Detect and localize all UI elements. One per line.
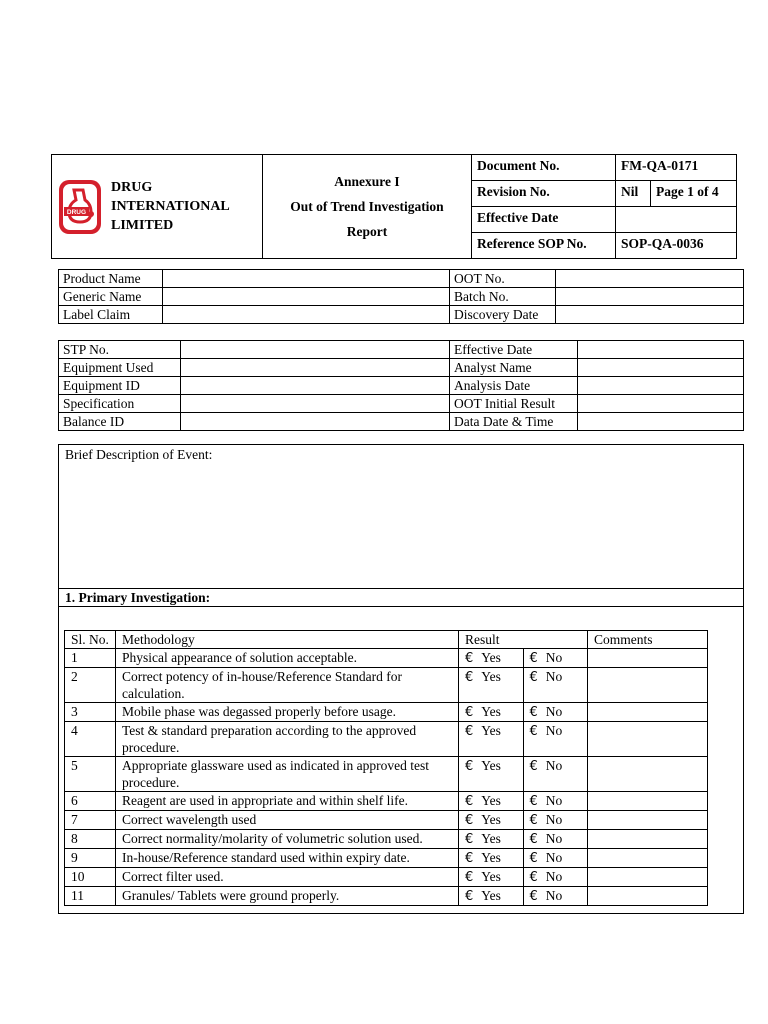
product-info-value-right[interactable] bbox=[556, 270, 744, 288]
product-info-value-left[interactable] bbox=[163, 306, 450, 324]
methodology-text: Appropriate glassware used as indicated in approved test procedure. bbox=[116, 757, 459, 792]
yes-option[interactable] bbox=[459, 830, 524, 849]
test-info-row bbox=[59, 341, 744, 359]
test-info-value-left[interactable] bbox=[181, 341, 450, 359]
no-label: No bbox=[545, 723, 563, 738]
yes-checkbox-icon[interactable]: € bbox=[465, 889, 474, 904]
yes-checkbox-icon[interactable]: € bbox=[465, 651, 474, 666]
comments-cell[interactable] bbox=[588, 830, 708, 849]
yes-label: Yes bbox=[481, 888, 501, 903]
no-label: No bbox=[545, 758, 563, 773]
reference-sop-label: Reference SOP No. bbox=[472, 233, 616, 259]
yes-label: Yes bbox=[481, 850, 501, 865]
no-label: No bbox=[545, 888, 563, 903]
product-info-label-right: Batch No. bbox=[450, 288, 556, 306]
brief-description-field[interactable] bbox=[59, 445, 744, 589]
test-info-value-left[interactable] bbox=[181, 413, 450, 431]
sl-no: 11 bbox=[65, 887, 116, 906]
no-checkbox-icon[interactable]: € bbox=[529, 813, 538, 828]
yes-checkbox-icon[interactable]: € bbox=[465, 813, 474, 828]
test-info-value-right[interactable] bbox=[578, 413, 744, 431]
revision-no-label: Revision No. bbox=[472, 181, 616, 207]
primary-investigation-table bbox=[64, 630, 708, 906]
no-label: No bbox=[545, 650, 563, 665]
product-info-value-right[interactable] bbox=[556, 306, 744, 324]
sl-no: 5 bbox=[65, 757, 116, 792]
test-info-label-right: Data Date & Time bbox=[450, 413, 578, 431]
test-info-label-right: Effective Date bbox=[450, 341, 578, 359]
yes-checkbox-icon[interactable]: € bbox=[465, 670, 474, 685]
test-info-value-right[interactable] bbox=[578, 377, 744, 395]
title-line-1: Annexure I bbox=[334, 174, 400, 189]
title-line-3: Report bbox=[346, 224, 388, 239]
test-info-label-right: Analysis Date bbox=[450, 377, 578, 395]
no-label: No bbox=[545, 850, 563, 865]
result-header: Result bbox=[459, 631, 588, 649]
test-info-row bbox=[59, 395, 744, 413]
company-name-line-3: LIMITED bbox=[111, 218, 174, 233]
comments-cell[interactable] bbox=[588, 868, 708, 887]
yes-label: Yes bbox=[481, 812, 501, 827]
test-info-label-left: Equipment Used bbox=[59, 359, 181, 377]
product-info-label-left: Generic Name bbox=[59, 288, 163, 306]
product-info-label-left: Product Name bbox=[59, 270, 163, 288]
yes-checkbox-icon[interactable]: € bbox=[465, 724, 474, 739]
test-info-value-right[interactable] bbox=[578, 395, 744, 413]
title-line-2: Out of Trend Investigation bbox=[290, 199, 444, 214]
no-checkbox-icon[interactable]: € bbox=[529, 705, 538, 720]
yes-label: Yes bbox=[481, 758, 501, 773]
sl-no: 3 bbox=[65, 703, 116, 722]
no-option[interactable] bbox=[523, 830, 588, 849]
investigation-row bbox=[65, 868, 708, 887]
yes-option[interactable] bbox=[459, 792, 524, 811]
test-info-value-left[interactable] bbox=[181, 377, 450, 395]
yes-label: Yes bbox=[481, 869, 501, 884]
sl-no-header: Sl. No. bbox=[65, 631, 116, 649]
comments-cell[interactable] bbox=[588, 649, 708, 668]
yes-option[interactable] bbox=[459, 649, 524, 668]
methodology-text: Mobile phase was degassed properly before usage. bbox=[116, 703, 459, 722]
yes-checkbox-icon[interactable]: € bbox=[465, 794, 474, 809]
methodology-header: Methodology bbox=[116, 631, 459, 649]
yes-option[interactable] bbox=[459, 868, 524, 887]
test-info-label-right: Analyst Name bbox=[450, 359, 578, 377]
investigation-row bbox=[65, 830, 708, 849]
company-name-line-1: DRUG bbox=[111, 180, 153, 195]
methodology-text: Test & standard preparation according to the approved procedure. bbox=[116, 722, 459, 757]
test-info-value-left[interactable] bbox=[181, 359, 450, 377]
sl-no: 10 bbox=[65, 868, 116, 887]
test-info-value-left[interactable] bbox=[181, 395, 450, 413]
sl-no: 9 bbox=[65, 849, 116, 868]
sl-no: 2 bbox=[65, 668, 116, 703]
no-checkbox-icon[interactable]: € bbox=[529, 832, 538, 847]
no-checkbox-icon[interactable]: € bbox=[529, 851, 538, 866]
test-info-label-left: Equipment ID bbox=[59, 377, 181, 395]
document-no-value: FM-QA-0171 bbox=[616, 155, 737, 181]
comments-cell[interactable] bbox=[588, 792, 708, 811]
comments-cell[interactable] bbox=[588, 703, 708, 722]
investigation-row bbox=[65, 668, 708, 703]
yes-label: Yes bbox=[481, 831, 501, 846]
no-option[interactable] bbox=[523, 668, 588, 703]
test-info-row bbox=[59, 359, 744, 377]
yes-checkbox-icon[interactable]: € bbox=[465, 832, 474, 847]
document-no-label: Document No. bbox=[472, 155, 616, 181]
methodology-text: In-house/Reference standard used within expiry date. bbox=[116, 849, 459, 868]
yes-checkbox-icon[interactable]: € bbox=[465, 705, 474, 720]
methodology-text: Physical appearance of solution acceptable. bbox=[116, 649, 459, 668]
product-info-value-left[interactable] bbox=[163, 288, 450, 306]
product-info-table bbox=[58, 269, 744, 324]
test-info-value-right[interactable] bbox=[578, 341, 744, 359]
product-info-row bbox=[59, 270, 744, 288]
no-option[interactable] bbox=[523, 757, 588, 792]
no-label: No bbox=[545, 669, 563, 684]
page-number: Page 1 of 4 bbox=[651, 181, 737, 207]
test-info-label-right: OOT Initial Result bbox=[450, 395, 578, 413]
no-option[interactable] bbox=[523, 649, 588, 668]
sl-no: 1 bbox=[65, 649, 116, 668]
test-info-label-left: STP No. bbox=[59, 341, 181, 359]
no-checkbox-icon[interactable]: € bbox=[529, 724, 538, 739]
revision-no-value: Nil bbox=[616, 181, 651, 207]
investigation-row bbox=[65, 757, 708, 792]
no-option[interactable] bbox=[523, 887, 588, 906]
comments-cell[interactable] bbox=[588, 757, 708, 792]
no-checkbox-icon[interactable]: € bbox=[529, 889, 538, 904]
test-info-label-left: Balance ID bbox=[59, 413, 181, 431]
no-label: No bbox=[545, 704, 563, 719]
sl-no: 4 bbox=[65, 722, 116, 757]
no-checkbox-icon[interactable]: € bbox=[529, 870, 538, 885]
no-option[interactable] bbox=[523, 811, 588, 830]
effective-date-value bbox=[616, 207, 737, 233]
test-info-table bbox=[58, 340, 744, 431]
investigation-row bbox=[65, 811, 708, 830]
yes-checkbox-icon[interactable]: € bbox=[465, 851, 474, 866]
sl-no: 6 bbox=[65, 792, 116, 811]
comments-cell[interactable] bbox=[588, 668, 708, 703]
methodology-text: Correct normality/molarity of volumetric solution used. bbox=[116, 830, 459, 849]
no-checkbox-icon[interactable]: € bbox=[529, 759, 538, 774]
yes-option[interactable] bbox=[459, 722, 524, 757]
sl-no: 8 bbox=[65, 830, 116, 849]
methodology-text: Correct filter used. bbox=[116, 868, 459, 887]
yes-label: Yes bbox=[481, 723, 501, 738]
product-info-value-left[interactable] bbox=[163, 270, 450, 288]
product-info-value-right[interactable] bbox=[556, 288, 744, 306]
no-label: No bbox=[545, 793, 563, 808]
no-option[interactable] bbox=[523, 703, 588, 722]
investigation-row bbox=[65, 703, 708, 722]
comments-cell[interactable] bbox=[588, 722, 708, 757]
investigation-row bbox=[65, 887, 708, 906]
logo-text: DRUG bbox=[66, 208, 87, 216]
test-info-row bbox=[59, 413, 744, 431]
yes-checkbox-icon[interactable]: € bbox=[465, 759, 474, 774]
comments-cell[interactable] bbox=[588, 849, 708, 868]
no-checkbox-icon[interactable]: € bbox=[529, 794, 538, 809]
comments-cell[interactable] bbox=[588, 811, 708, 830]
methodology-text: Correct potency of in-house/Reference Standard for calculation. bbox=[116, 668, 459, 703]
brief-description-label: Brief Description of Event: bbox=[65, 447, 213, 462]
yes-option[interactable] bbox=[459, 849, 524, 868]
test-info-row bbox=[59, 377, 744, 395]
document-header bbox=[51, 154, 737, 259]
company-name-line-2: INTERNATIONAL bbox=[111, 199, 230, 214]
document-title bbox=[263, 155, 472, 259]
company-name bbox=[111, 178, 230, 235]
no-option[interactable] bbox=[523, 868, 588, 887]
test-info-value-right[interactable] bbox=[578, 359, 744, 377]
methodology-text: Granules/ Tablets were ground properly. bbox=[116, 887, 459, 906]
company-logo-icon bbox=[57, 178, 103, 236]
methodology-text: Correct wavelength used bbox=[116, 811, 459, 830]
methodology-text: Reagent are used in appropriate and within shelf life. bbox=[116, 792, 459, 811]
no-option[interactable] bbox=[523, 722, 588, 757]
no-option[interactable] bbox=[523, 849, 588, 868]
yes-checkbox-icon[interactable]: € bbox=[465, 870, 474, 885]
no-checkbox-icon[interactable]: € bbox=[529, 670, 538, 685]
comments-cell[interactable] bbox=[588, 887, 708, 906]
yes-label: Yes bbox=[481, 650, 501, 665]
no-option[interactable] bbox=[523, 792, 588, 811]
product-info-row bbox=[59, 306, 744, 324]
product-info-label-right: OOT No. bbox=[450, 270, 556, 288]
yes-option[interactable] bbox=[459, 887, 524, 906]
yes-label: Yes bbox=[481, 669, 501, 684]
product-info-row bbox=[59, 288, 744, 306]
test-info-label-left: Specification bbox=[59, 395, 181, 413]
no-label: No bbox=[545, 869, 563, 884]
product-info-label-right: Discovery Date bbox=[450, 306, 556, 324]
no-checkbox-icon[interactable]: € bbox=[529, 651, 538, 666]
effective-date-label: Effective Date bbox=[472, 207, 616, 233]
product-info-label-left: Label Claim bbox=[59, 306, 163, 324]
yes-option[interactable] bbox=[459, 811, 524, 830]
no-label: No bbox=[545, 812, 563, 827]
investigation-row bbox=[65, 849, 708, 868]
investigation-row bbox=[65, 649, 708, 668]
yes-label: Yes bbox=[481, 793, 501, 808]
yes-label: Yes bbox=[481, 704, 501, 719]
comments-header: Comments bbox=[588, 631, 708, 649]
yes-option[interactable] bbox=[459, 668, 524, 703]
investigation-row bbox=[65, 792, 708, 811]
investigation-row bbox=[65, 722, 708, 757]
yes-option[interactable] bbox=[459, 757, 524, 792]
no-label: No bbox=[545, 831, 563, 846]
reference-sop-value: SOP-QA-0036 bbox=[616, 233, 737, 259]
sl-no: 7 bbox=[65, 811, 116, 830]
company-cell bbox=[52, 155, 263, 259]
yes-option[interactable] bbox=[459, 703, 524, 722]
primary-investigation-title: 1. Primary Investigation: bbox=[59, 589, 744, 607]
